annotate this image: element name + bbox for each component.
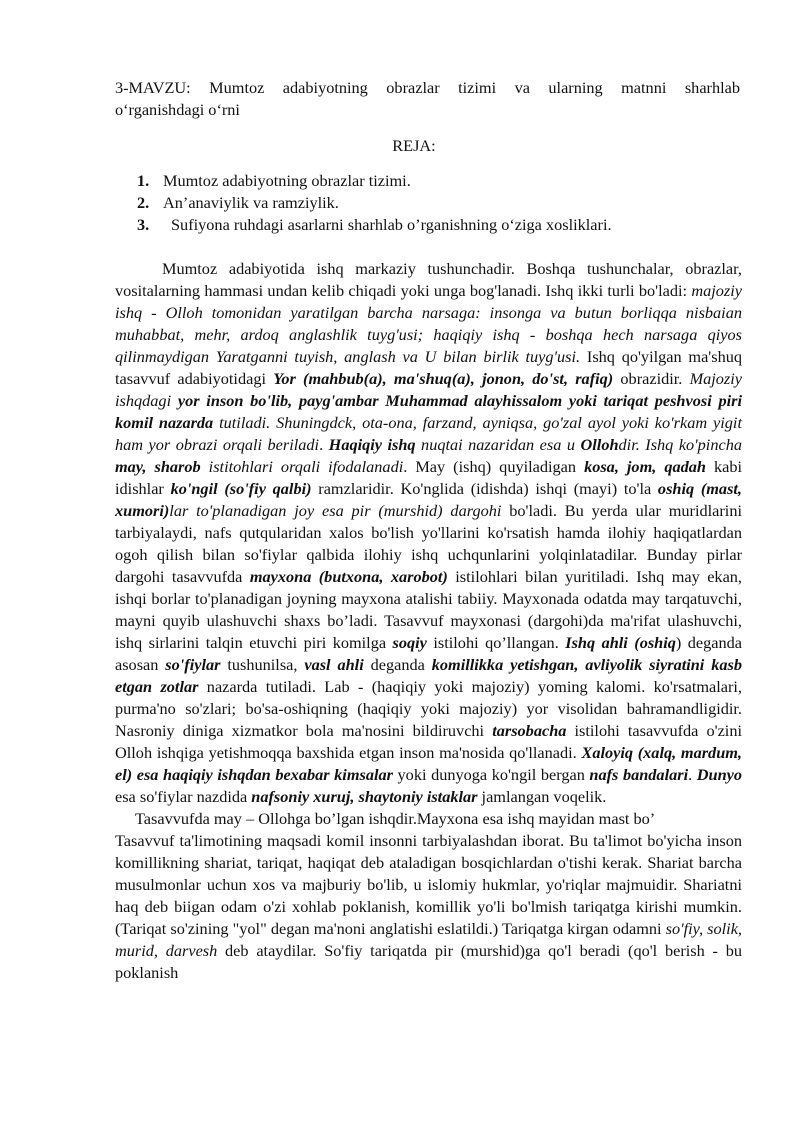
text-run: Ishq qo'yilgan ma'shuq tasavvuf adabiyotidagi [115,347,742,388]
plan-item-number: 3. [137,215,150,234]
plan-item [137,170,612,192]
plan-item-text: Mumtoz adabiyotning obrazlar tizimi. [163,171,411,190]
text-run: yoki dunyoga ko'ngil bergan [392,765,590,784]
emphasized-term: nafsoniy xuruj, shaytoniy istaklar [251,787,478,806]
text-run: bo'ladi. Bu yerda ular muridlarini tarbiyalaydi, nafs qutqularidan xalos bo'lish yo'llarini ko'rsatish hamda ilohiy haqiqatlardan ogoh qilish bilan so'fiylar qalbida ilohiy ishq uchqunlarini yolqinlatadilar. Bunday pirlar dargohi tasavvufda [115,501,742,586]
emphasized-term: yor inson bo'lib, payg'ambar Muhammad alayhissalom yoki tariqat peshvosi piri komil nazarda [115,391,742,432]
text-run: tushunilsa, [220,655,305,674]
italic-text-run: Majoziy ishqdagi [115,369,743,410]
text-run: . [319,435,329,454]
emphasized-term: oshiq (mast, xumori) [115,479,742,520]
emphasized-term: Ishq ahli (oshiq [565,633,676,652]
emphasized-term: soqiy [392,633,427,652]
italic-text-run: nuqtai nazaridan esa u [415,435,581,454]
emphasized-term: komillikka yetishgan, avliyolik siyratini kasb etgan zotlar [115,655,742,696]
text-run: istilohi qo’llangan. [426,633,566,652]
italic-text-run: so'fiy, solik, murid, darvesh [115,919,743,960]
text-run: Mumtoz adabiyotida ishq markaziy tushunchadir. Boshqa tushunchalar, obrazlar, vositalarning hammasi undan kelib chiqadi yoki unga bog'lanadi. Ishq ikki turli bo'ladi: [115,259,742,300]
plan-item-text: Sufiyona ruhdagi asarlarni sharhlab o’rganishning o‘ziga xosliklari. [171,215,612,234]
text-run: Tasavvuf ta'limotining maqsadi komil insonni tarbiyalashdan iborat. Bu ta'limot bo'yicha inson komillikning shariat, tariqat, haqiqat deb ataladigan bosqichlardan o'tishi kerak. Shariat barcha musulmonlar uchun xos va majburiy bo'lib, u islomiy hukmlar, yo'riqlar majmuidir. Shariatni haq deb biigan odam o'zi xohlab poklanish, komillik yo'li bo'lmish tariqatga kirishi mumkin. (Tariqat so'zining "yol" degan ma'noni anglatishi eslatildi.) Tariqatga kirgan odamni [115,831,742,938]
plan-item-number: 1. [137,171,150,190]
emphasized-term: Olloh [580,435,619,454]
text-run: deb ataydilar. So'fiy tariqatda pir (murshid)ga qo'l beradi (qo'l berish - bu poklanish [115,941,742,982]
emphasized-term: mayxona (butxona, xarobot) [249,567,448,586]
topic-title-continuation: o‘rganishdagi o‘rni [115,100,240,119]
italic-text-run: tutiladi. Shuningdck, ota-ona, farzand, ayniqsa, go'zal ayol yoki ko'rkam yigit ham yor obrazi orqali beriladi [115,413,742,454]
emphasized-term: Xaloyiq (xalq, mardum, el) esa haqiqiy ishqdan bexabar kimsalar [115,743,742,784]
emphasized-term: Yor (mahbub(a), ma'shuq(a), jonon, do'st, rafiq) [273,369,614,388]
text-run: . May (ishq) quyiladigan [403,457,585,476]
text-run: kabi idishlar [115,457,742,498]
plan-list [137,170,612,236]
plan-item-number: 2. [137,193,150,212]
text-run: istilohi tasavvufda o'zini Olloh ishqiga yetishmoqqa baxshida etgan inson ma'nosida qo'llanadi. [115,721,742,762]
emphasized-term: ko'ngil (so'fiy qalbi) [170,479,312,498]
emphasized-term: vasl ahli [304,655,364,674]
emphasized-term: kosa, jom, qadah [584,457,706,476]
italic-text-run: lar to'planadigan joy esa pir (murshid) dargohi [169,501,502,520]
text-run: ramzlaridir. Ko'nglida (idishda) ishqi (mayi) to'la [311,479,658,498]
emphasized-term: nafs bandalari [589,765,689,784]
topic-title: 3-MAVZU: Mumtoz adabiyotning obrazlar tizimi va ularning matnni sharhlab [115,78,740,97]
text-run: ) deganda asosan [115,633,743,674]
emphasized-term: tarsobacha [492,721,567,740]
document-body [115,258,742,984]
text-run: esa so'fiylar nazdida [115,787,252,806]
italic-text-run: dir. Ishq ko'pincha [618,435,742,454]
plan-item [137,214,612,236]
plan-item-text: An’anaviylik va ramziylik. [163,193,339,212]
paragraph-tasavvuf [115,830,742,984]
plan-heading: REJA: [392,136,436,155]
paragraph-may: Tasavvufda may – Ollohga bo’lgan ishqdir.Mayxona esa ishq mayidan mast bo’ [135,809,656,828]
italic-text-run: majoziy ishq - Olloh tomonidan yaratilgan barcha narsaga: insonga va butun borliqqa nisbaian muhabbat, mehr, ardoq anglashlik tuyg'usi; haqiqiy ishq - boshqa hech narsaga qiyos qilinmaydigan Yaratganni tuyish, anglash va U bilan birlik tuyg'usi. [115,281,742,366]
text-run: istilohlari bilan yuritiladi. Ishq may ekan, ishqi borlar to'planadigan joyning mayxona atalishi tabiiy. Mayxonada odatda may tarqatuvchi, mayni quyib ulashuvchi shaxs bo’ladi. Tasavvuf mayxonasi (dargohi)da ma'rifat ulashuvchi, ishq sirlarini talqin etuvchi piri komilga [115,567,743,652]
emphasized-term: Haqiqiy ishq [328,435,416,454]
text-run: . [688,765,697,784]
paragraph-ishq [115,258,742,808]
emphasized-term: so'fiylar [165,655,221,674]
text-run: nazarda tutiladi. Lab - (haqiqiy yoki majoziy) yoming kalomi. ko'rsatmalari, purma'no so'zlari; bo'sa-oshiqning (haqiqiy yoki majoziy) yor visolidan bahramandligidir. Nasroniy diniga xizmatkor bola ma'nosini bildiruvchi [115,677,742,740]
italic-text-run: istitohlari orqali ifodalanadi [200,457,404,476]
text-run: jamlangan voqelik. [477,787,607,806]
plan-item [137,192,612,214]
emphasized-term: Dunyo [696,765,742,784]
text-run: obrazidir. [613,369,690,388]
text-run: deganda [363,655,432,674]
emphasized-term: may, sharob [115,457,201,476]
